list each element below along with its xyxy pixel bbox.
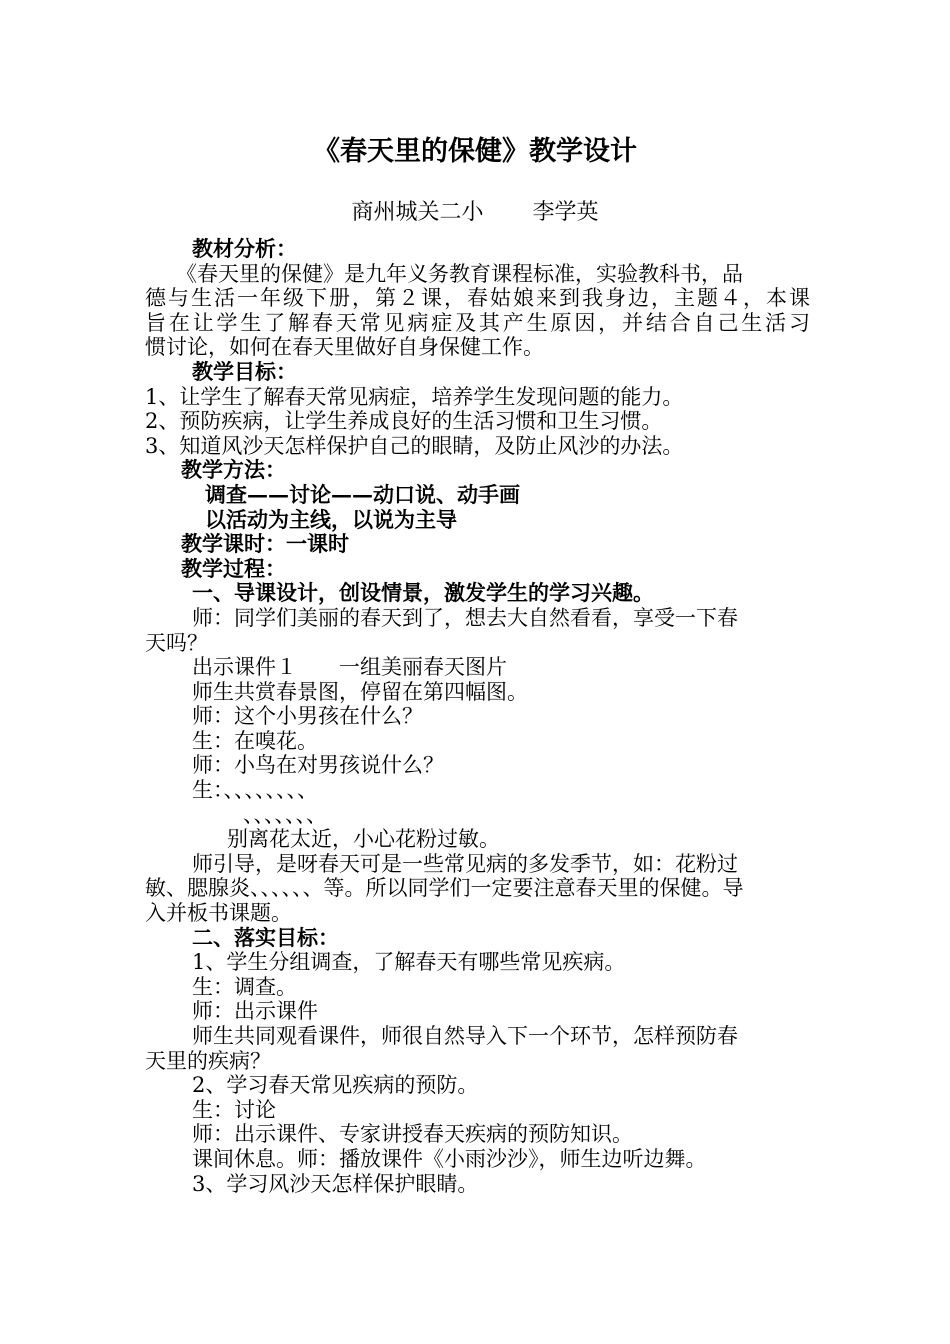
paragraph-line: 师：出示课件、专家讲授春天疾病的预防知识。 (192, 1122, 633, 1147)
paragraph-line: 天吗？ (145, 630, 208, 655)
goal-item: 1、让学生了解春天常见病症，培养学生发现问题的能力。 (145, 384, 684, 409)
paragraph-line: 天里的疾病？ (145, 1048, 271, 1073)
section-heading-analysis: 教材分析： (192, 236, 297, 261)
method-item: 调查——讨论——动口说、动手画 (205, 481, 520, 507)
paragraph-line: 入并板书课题。 (145, 901, 292, 926)
method-item: 以活动为主线，以说为主导 (205, 506, 457, 532)
paragraph-line: 师：出示课件 (192, 999, 318, 1024)
paragraph-line: 生：在嗅花。 (192, 728, 318, 753)
paragraph-line: 出示课件１ 一组美丽春天图片 (192, 655, 507, 680)
section-heading-goals: 教学目标： (192, 358, 297, 384)
paragraph-line: 、、、、、、、 (243, 802, 327, 827)
paragraph-line: 1、学生分组调查，了解春天有哪些常见疾病。 (192, 950, 626, 975)
paragraph-line: 惯讨论，如何在春天里做好自身保健工作。 (145, 335, 544, 360)
paragraph-line: 生：、、、、、、、、 (192, 778, 318, 803)
paragraph-line: 师生共同观看课件，师很自然导入下一个环节，怎样预防春 (192, 1024, 738, 1048)
paragraph-line: 3、学习风沙天怎样保护眼睛。 (192, 1171, 479, 1196)
document-body (145, 237, 810, 1196)
paragraph-line: 敏、腮腺炎、、、、、、等。所以同学们一定要注意春天里的保健。导 (145, 876, 744, 901)
paragraph-line: 师生共赏春景图，停留在第四幅图。 (192, 679, 528, 704)
paragraph-line: 生：讨论 (192, 1097, 276, 1122)
paragraph-line: 师：同学们美丽的春天到了，想去大自然看看，享受一下春 (192, 605, 738, 630)
section-heading-method: 教学方法： (181, 457, 286, 483)
step1-heading: 一、导课设计，创设情景，激发学生的学习兴趣。 (192, 580, 654, 606)
paragraph-line: 师：小鸟在对男孩说什么？ (192, 753, 444, 778)
goal-item: 2、预防疾病，让学生养成良好的生活习惯和卫生习惯。 (145, 409, 663, 434)
author-line: 商州城关二小 李学英 (351, 200, 599, 225)
section-heading-process: 教学过程： (181, 555, 286, 581)
paragraph-line: 2、学习春天常见疾病的预防。 (192, 1073, 479, 1098)
paragraph-line: 旨在让学生了解春天常见病症及其产生原因，并结合自己生活习 (145, 310, 810, 335)
document-title: 《春天里的保健》教学设计 (313, 136, 637, 167)
paragraph-line: 师：这个小男孩在什么？ (192, 704, 423, 729)
paragraph-line: 《春天里的保健》是九年义务教育课程标准，实验教科书，品 (176, 261, 743, 286)
step2-heading: 二、落实目标： (192, 924, 339, 950)
paragraph-line: 别离花太近，小心花粉过敏。 (227, 827, 500, 852)
goal-item: 3、知道风沙天怎样保护自己的眼睛，及防止风沙的办法。 (145, 433, 684, 458)
paragraph-line: 德与生活一年级下册，第２课，春姑娘来到我身边，主题４，本课 (145, 286, 810, 311)
paragraph-line: 师引导，是呀春天可是一些常见病的多发季节，如：花粉过 (192, 851, 738, 876)
paragraph-line: 课间休息。师：播放课件《小雨沙沙》，师生边听边舞。 (192, 1146, 707, 1171)
paragraph-line: 生：调查。 (192, 974, 297, 999)
section-heading-hours: 教学课时：一课时 (181, 531, 349, 557)
